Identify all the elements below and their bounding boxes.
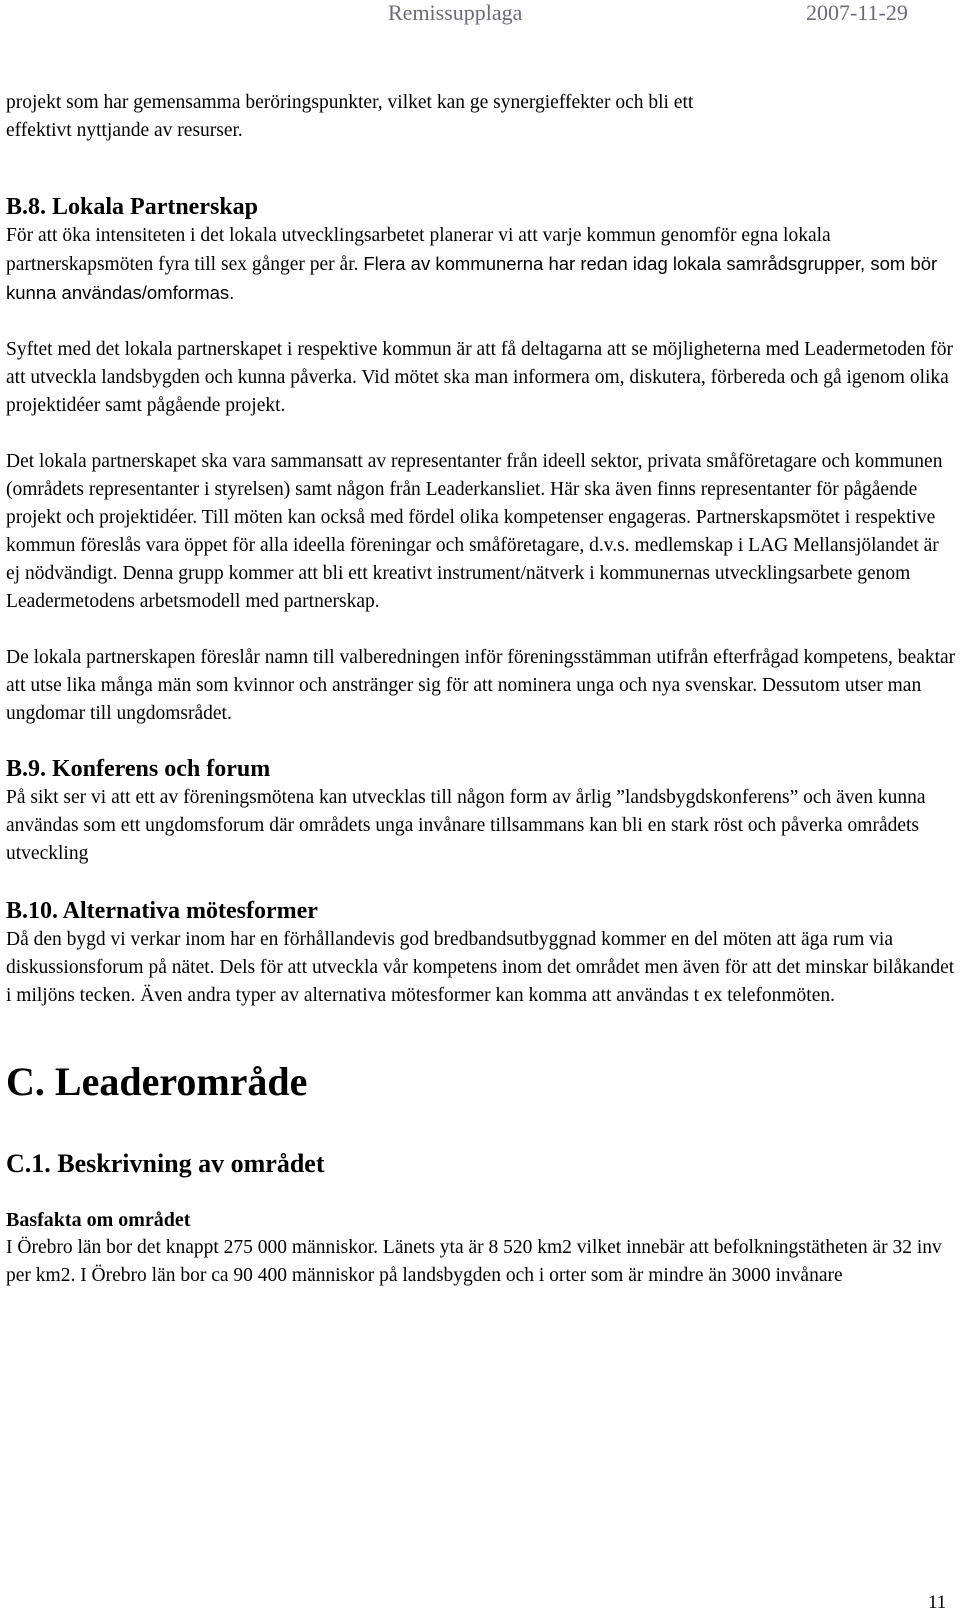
b9-paragraph: På sikt ser vi att ett av föreningsmötena kan utvecklas till någon form av årlig ”landsbygdskonferens” och även kunna användas som ett ungdomsforum där områdets unga invånare tillsammans kan bli en stark röst och påverka områdets utveckling bbox=[6, 787, 926, 864]
b8-paragraph-4: De lokala partnerskapen föreslår namn till valberedningen inför föreningsstämman utifrån efterfrågad kompetens, beaktar att utse lika många män som kvinnor och anstränger sig för att nominera unga och nya svenskar. Dessutom utser man ungdomar till ungdomsrådet. bbox=[6, 647, 956, 724]
section-heading-b8: B.8. Lokala Partnerskap bbox=[6, 194, 259, 220]
section-heading-c1: C.1. Beskrivning av området bbox=[6, 1149, 325, 1178]
basfakta-label: Basfakta om området bbox=[6, 1209, 191, 1231]
header-date: 2007-11-29 bbox=[806, 0, 908, 25]
page-number: 11 bbox=[928, 1592, 947, 1613]
basfakta-paragraph: I Örebro län bor det knappt 275 000 människor. Länets yta är 8 520 km2 vilket innebär att befolkningstätheten är 32 inv per km2. I Örebro län bor ca 90 400 människor på landsbygden och i orter som är mindre än 3000 invånare bbox=[6, 1237, 942, 1286]
document-body bbox=[6, 89, 956, 1290]
page-header bbox=[0, 0, 960, 30]
b8-paragraph-1-serif: För att öka intensiteten i det lokala utvecklingsarbetet planerar vi att varje kommun genomför egna lokala partnerskapsmöten fyra till sex gånger per år. bbox=[6, 225, 831, 275]
b8-paragraph-2: Syftet med det lokala partnerskapet i respektive kommun är att få deltagarna att se möjligheterna med Leadermetoden för att utveckla landsbygden och kunna påverka. Vid mötet ska man informera om, diskutera, förbereda och gå igenom olika projektidéer samt pågående projekt. bbox=[6, 339, 954, 416]
header-document-status: Remissupplaga bbox=[388, 0, 523, 25]
intro-line-1: projekt som har gemensamma beröringspunkter, vilket kan ge synergieffekter och bli ett bbox=[6, 92, 694, 113]
intro-paragraph bbox=[6, 89, 956, 145]
b10-paragraph: Då den bygd vi verkar inom har en förhållandevis god bredbandsutbyggnad kommer en del möten att äga rum via diskussionsforum på nätet. Dels för att utveckla vår kompetens inom det området men även för att det minskar bilåkandet i miljöns tecken. Även andra typer av alternativa mötesformer kan komma att användas t ex telefonmöten. bbox=[6, 929, 955, 1006]
section-heading-b9: B.9. Konferens och forum bbox=[6, 756, 271, 782]
chapter-heading-c: C. Leaderområde bbox=[6, 1059, 308, 1104]
b8-paragraph-1 bbox=[6, 222, 956, 308]
b8-paragraph-1-sans: Flera av kommunerna har redan idag lokala samrådsgrupper, som bör kunna användas/omformas. bbox=[6, 253, 938, 303]
intro-line-2: effektivt nyttjande av resurser. bbox=[6, 120, 243, 141]
b8-paragraph-3: Det lokala partnerskapet ska vara sammansatt av representanter från ideell sektor, privata småföretagare och kommunen (områdets representanter i styrelsen) samt någon från Leaderkansliet. Här ska även finns representanter för pågående projekt och projektidéer. Till möten kan också med fördel olika kompetenser engageras. Partnerskapsmötet i respektive kommun föreslås vara öppet för alla ideella föreningar och småföretagare, d.v.s. medlemskap i LAG Mellansjölandet är ej nödvändigt. Denna grupp kommer att bli ett kreativt instrument/nätverk i kommunernas utvecklingsarbete genom Leadermetodens arbetsmodell med partnerskap. bbox=[6, 451, 943, 612]
section-heading-b10: B.10. Alternativa mötesformer bbox=[6, 898, 318, 924]
